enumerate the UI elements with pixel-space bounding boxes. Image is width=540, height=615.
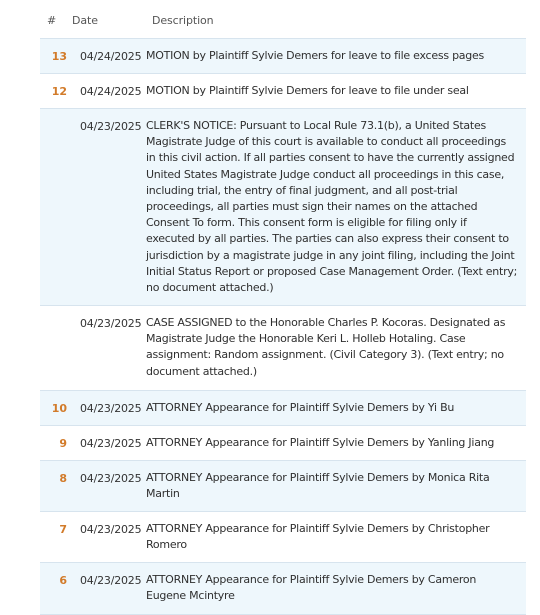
entry-description: CLERK'S NOTICE: Pursuant to Local Rule 73.1(b), a United States Magistrate Judge of this court is available to conduct all proceedings in this civil action. If all parties consent to have the currently assigned United States Magistrate Judge conduct all proceedings in this case, including trial, the entry of final judgment, and all post-trial proceedings, all parties must sign their names on the attached Consent To form. This consent form is eligible for filing only if executed by all parties. The parties can also express their consent to jurisdiction by a magistrate judge in any joint filing, including the Joint Initial Status Report or proposed Case Management Order. (Text entry; no document attached.) [146, 119, 518, 295]
entry-date: 04/24/2025 [80, 50, 142, 63]
entry-date: 04/23/2025 [80, 437, 142, 450]
column-header-date: Date [72, 14, 98, 27]
docket-entry-row[interactable] [40, 306, 526, 391]
entry-date: 04/23/2025 [80, 523, 142, 536]
column-header-number: # [47, 14, 57, 27]
entry-description: CASE ASSIGNED to the Honorable Charles P. Kocoras. Designated as Magistrate Judge the Honorable Keri L. Holleb Hotaling. Case assignment: Random assignment. (Civil Category 3). (Text entry; no document attached.) [146, 316, 506, 378]
entry-description: ATTORNEY Appearance for Plaintiff Sylvie Demers by Yi Bu [146, 401, 455, 414]
entry-number[interactable]: 10 [51, 402, 67, 415]
entry-description: MOTION by Plaintiff Sylvie Demers for leave to file excess pages [146, 49, 485, 62]
entry-number[interactable]: 9 [59, 437, 67, 450]
column-header-description: Description [152, 14, 214, 27]
entry-number[interactable]: 7 [59, 523, 67, 536]
entry-number[interactable]: 12 [51, 85, 67, 98]
docket-entry-row[interactable] [40, 39, 526, 74]
entry-number[interactable]: 13 [51, 50, 67, 63]
entry-number[interactable]: 6 [59, 574, 67, 587]
docket-header-row [40, 0, 526, 39]
docket-entry-row[interactable] [40, 512, 526, 563]
entry-date: 04/23/2025 [80, 472, 142, 485]
entry-number[interactable]: 8 [59, 472, 67, 485]
entry-date: 04/23/2025 [80, 120, 142, 133]
docket-table [40, 0, 526, 615]
docket-entry-row[interactable] [40, 109, 526, 306]
entry-date: 04/23/2025 [80, 317, 142, 330]
entry-description: ATTORNEY Appearance for Plaintiff Sylvie Demers by Yanling Jiang [146, 436, 495, 449]
entry-description: ATTORNEY Appearance for Plaintiff Sylvie Demers by Cameron Eugene Mcintyre [146, 573, 477, 603]
docket-entry-row[interactable] [40, 426, 526, 461]
entry-date: 04/23/2025 [80, 402, 142, 415]
docket-entry-row[interactable] [40, 461, 526, 512]
docket-entry-row[interactable] [40, 563, 526, 615]
entry-description: ATTORNEY Appearance for Plaintiff Sylvie Demers by Monica Rita Martin [146, 471, 490, 501]
entry-description: MOTION by Plaintiff Sylvie Demers for leave to file under seal [146, 84, 469, 97]
entry-description: ATTORNEY Appearance for Plaintiff Sylvie Demers by Christopher Romero [146, 522, 490, 552]
entry-date: 04/24/2025 [80, 85, 142, 98]
docket-entry-row[interactable] [40, 74, 526, 109]
entry-date: 04/23/2025 [80, 574, 142, 587]
docket-entry-row[interactable] [40, 391, 526, 426]
